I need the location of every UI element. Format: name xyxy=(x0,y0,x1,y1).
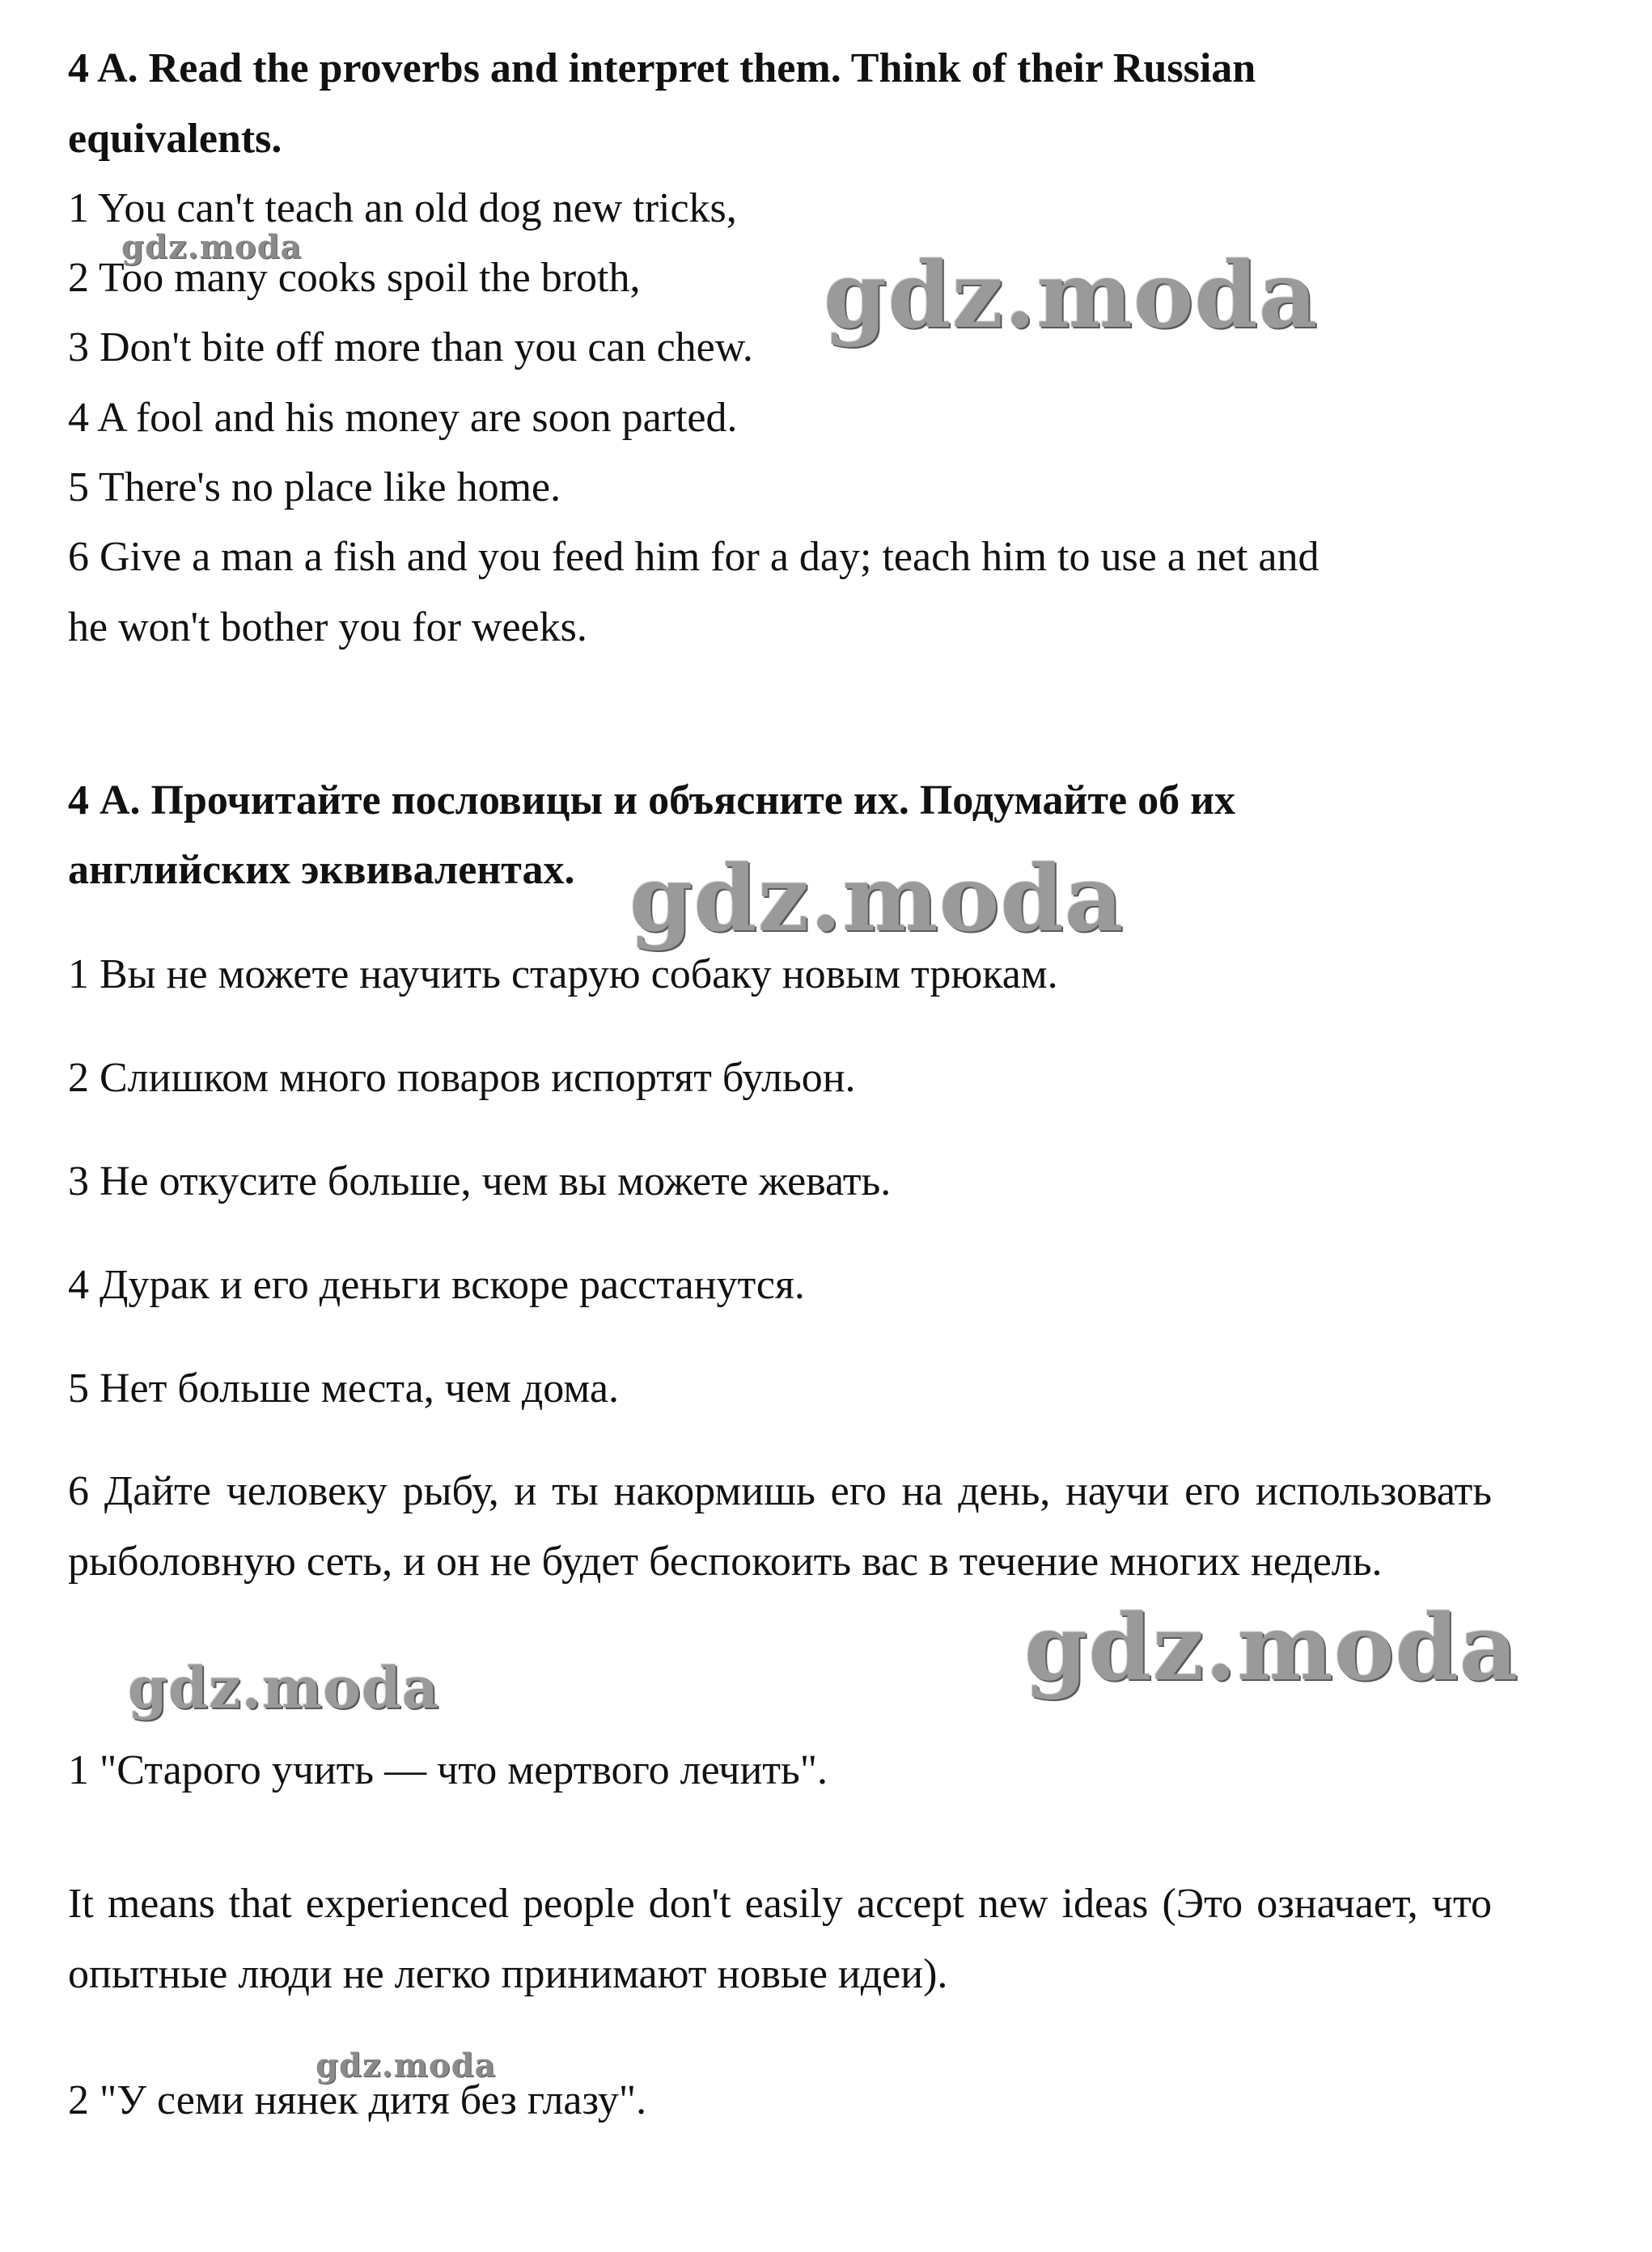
russian-proverb-5: 5 Нет больше места, чем дома. xyxy=(68,1365,619,1412)
watermark: gdz.moda xyxy=(316,2047,497,2085)
russian-heading-line2: английских эквивалентах. xyxy=(68,847,575,893)
watermark: gdz.moda xyxy=(629,846,1125,952)
russian-proverb-1: 1 Вы не можете научить старую собаку новым трюкам. xyxy=(68,951,1058,997)
english-heading-line2: equivalents. xyxy=(68,116,282,162)
english-proverb-5: 5 There's no place like home. xyxy=(68,464,561,510)
watermark: gdz.moda xyxy=(824,243,1319,349)
answer-2-equivalent: 2 "У семи нянек дитя без глазу". xyxy=(68,2077,647,2123)
russian-proverb-6: 6 Дайте человеку рыбу, и ты накормишь его на день, научи его использовать рыболовную сеть, и он не будет беспокоить вас в течение многих недель. xyxy=(68,1468,1492,1585)
watermark: gdz.moda xyxy=(128,1654,440,1721)
english-proverb-6: 6 Give a man a fish and you feed him for a day; teach him to use a net and xyxy=(68,534,1319,580)
english-heading-line1: 4 A. Read the proverbs and interpret them. Think of their Russian xyxy=(68,45,1256,91)
russian-proverb-3: 3 Не откусите больше, чем вы можете жевать. xyxy=(68,1158,892,1204)
answer-1-equivalent: 1 "Старого учить — что мертвого лечить". xyxy=(68,1747,828,1793)
watermark: gdz.moda xyxy=(1024,1595,1519,1701)
english-proverb-1: 1 You can't teach an old dog new tricks, xyxy=(68,185,737,231)
english-proverb-2: 2 Too many cooks spoil the broth, xyxy=(68,255,641,301)
english-proverb-6-cont: he won't bother you for weeks. xyxy=(68,604,587,650)
watermark: gdz.moda xyxy=(121,228,303,266)
russian-heading-line1: 4 А. Прочитайте пословицы и объясните их. Подумайте об их xyxy=(68,777,1236,823)
russian-proverb-4: 4 Дурак и его деньги вскоре расстанутся. xyxy=(68,1262,805,1308)
english-proverb-3: 3 Don't bite off more than you can chew. xyxy=(68,324,753,370)
answer-1-explanation: It means that experienced people don't easily accept new ideas (Это означает, что опытные люди не легко принимают новые идеи). xyxy=(68,1881,1492,1997)
english-proverb-4: 4 A fool and his money are soon parted. xyxy=(68,395,738,441)
russian-proverb-2: 2 Слишком много поваров испортят бульон. xyxy=(68,1055,856,1101)
